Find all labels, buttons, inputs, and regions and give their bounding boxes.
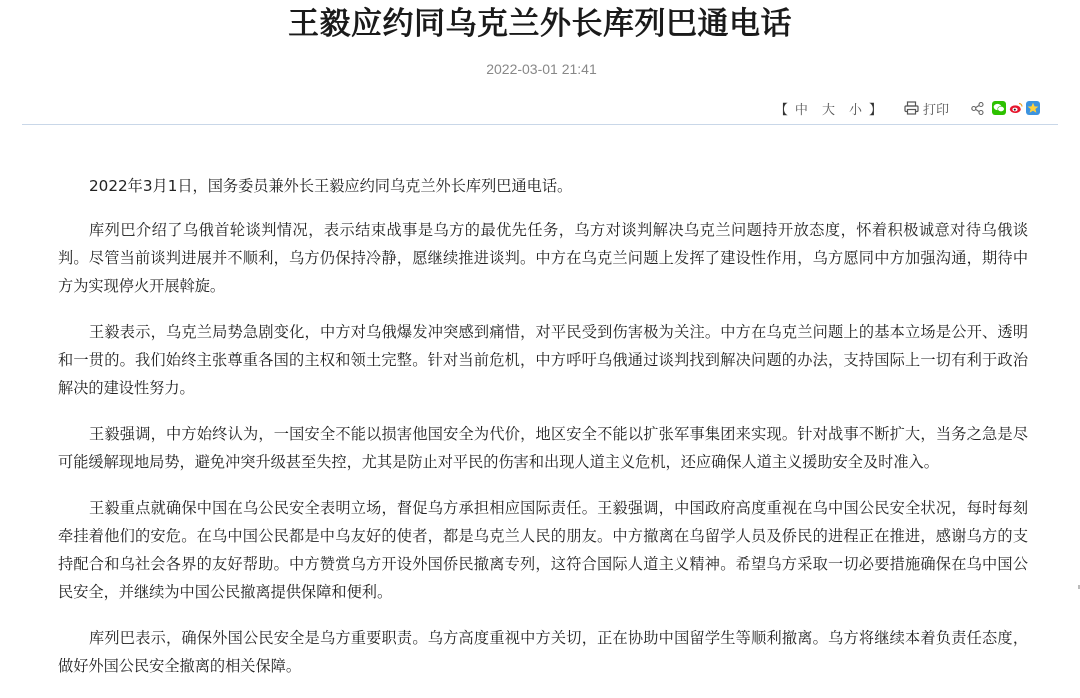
article-toolbar [775,98,1040,118]
font-size-selector [775,99,882,118]
article-paragraph: 王毅强调，中方始终认为，一国安全不能以损害他国安全为代价，地区安全不能以扩张军事集团来实现。针对战事不断扩大，当务之急是尽可能缓解现地局势，避免冲突升级甚至失控，尤其是防止对平民的伤害和出现人道主义危机，还应确保人道主义援助安全及时准入。 [58,425,1028,471]
article-paragraph: 库列巴介绍了乌俄首轮谈判情况，表示结束战事是乌方的最优先任务，乌方对谈判解决乌克兰问题持开放态度，怀着积极诚意对待乌俄谈判。尽管当前谈判进展并不顺利，乌方仍保持冷静，愿继续推进谈判。中方在乌克兰问题上发挥了建设性作用，乌方愿同中方加强沟通，期待中方为实现停火开展斡旋。 [58,221,1028,295]
font-size-large-button[interactable]: 中 [794,102,808,118]
print-button[interactable] [904,99,949,118]
header-divider [22,124,1058,125]
share-group [971,101,1040,115]
article-paragraph: 王毅重点就确保中国在乌公民安全表明立场，督促乌方承担相应国际责任。王毅强调，中国政府高度重视在乌中国公民安全状况，每时每刻牵挂着他们的安危。在乌中国公民都是中乌友好的使者，都是乌克兰人民的朋友。中方撤离在乌留学人员及侨民的进程正在推进，感谢乌方的支持配合和乌社会各界的友好帮助。中方赞赏乌方开设外国侨民撤离专列，这符合国际人道主义精神。希望乌方采取一切必要措施确保在乌中国公民安全，并继续为中国公民撤离提供保障和便利。 [58,499,1028,601]
share-icon[interactable] [971,102,984,115]
wechat-icon[interactable] [992,101,1006,115]
article-paragraph: 库列巴表示，确保外国公民安全是乌方重要职责。乌方高度重视中方关切，正在协助中国留学生等顺利撤离。乌方将继续本着负责任态度，做好外国公民安全撤离的相关保障。 [58,629,1028,675]
article-title: 王毅应约同乌克兰外长库列巴通电话 [288,6,792,42]
article-body [58,172,1028,698]
bracket-close: 】 [868,102,882,118]
publish-date: 2022-03-01 21:41 [486,61,597,77]
article-paragraph: 王毅表示，乌克兰局势急剧变化，中方对乌俄爆发冲突感到痛惜，对平民受到伤害极为关注。中方在乌克兰问题上的基本立场是公开、透明和一贯的。我们始终主张尊重各国的主权和领土完整。针对当前危机，中方呼吁乌俄通过谈判找到解决问题的办法，支持国际上一切有利于政治解决的建设性努力。 [58,323,1028,397]
font-size-small-button[interactable]: 小 [848,102,862,118]
article-paragraph: 2022年3月1日，国务委员兼外长王毅应约同乌克兰外长库列巴通电话。 [89,177,573,195]
weibo-icon[interactable] [1009,101,1023,115]
bracket-open: 【 [774,102,788,118]
font-size-medium-button[interactable]: 大 [821,102,835,118]
printer-icon [904,101,923,115]
print-label: 打印 [922,102,949,118]
qzone-icon[interactable] [1026,101,1040,115]
